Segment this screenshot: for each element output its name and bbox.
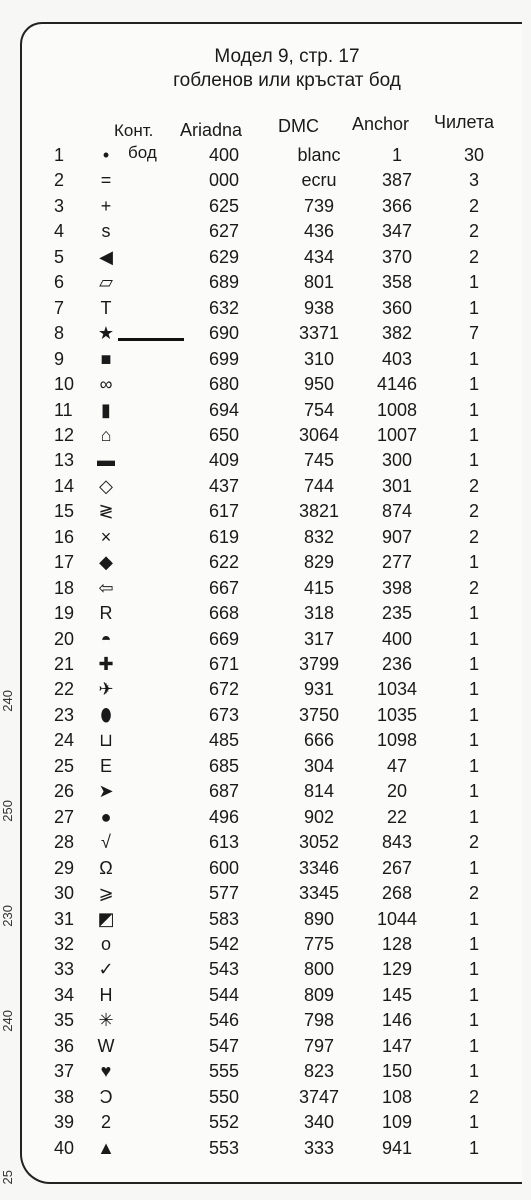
anchor-code: 129 — [381, 959, 413, 980]
dmc-code: 809 — [303, 984, 335, 1005]
chileta-count: 2 — [468, 501, 479, 522]
dmc-code: 317 — [303, 628, 335, 649]
row-number: 29 — [54, 857, 75, 878]
table-row — [22, 142, 522, 168]
row-number: 11 — [54, 399, 73, 420]
table-row — [22, 829, 522, 855]
chileta-count: 1 — [468, 959, 479, 980]
digit-two-icon: 2 — [100, 1112, 111, 1133]
dmc-code: 304 — [303, 755, 335, 776]
row-number: 15 — [54, 501, 75, 522]
horizontal-bar-icon: ▬ — [97, 450, 115, 471]
header-anchor: Anchor — [352, 114, 410, 134]
ariadna-code: 673 — [208, 704, 240, 725]
diamond-filled-icon: ◆ — [99, 552, 113, 573]
table-row — [22, 422, 522, 448]
ariadna-code: 543 — [208, 959, 240, 980]
row-number: 12 — [54, 424, 75, 445]
row-number: 38 — [54, 1086, 75, 1107]
header-chileta: Чилета — [434, 112, 495, 132]
table-row — [22, 320, 522, 346]
ariadna-code: 409 — [208, 450, 240, 471]
letter-s-icon: s — [101, 221, 111, 242]
anchor-code: 387 — [381, 170, 413, 191]
vertical-bar-icon: ▮ — [101, 399, 111, 420]
anchor-code: 108 — [381, 1086, 413, 1107]
ariadna-code: 671 — [208, 654, 240, 674]
dmc-code: 938 — [303, 297, 335, 318]
ariadna-code: 629 — [208, 246, 240, 267]
chileta-count: 2 — [468, 883, 479, 904]
row-number: 33 — [54, 959, 75, 980]
row-number: 17 — [54, 552, 75, 573]
table-row — [22, 982, 522, 1008]
table-row — [22, 1058, 522, 1084]
dmc-code: 800 — [303, 959, 335, 980]
row-number: 22 — [54, 679, 75, 700]
chileta-count: 1 — [468, 628, 479, 649]
dmc-code: 902 — [303, 806, 335, 827]
chileta-count: 2 — [468, 526, 479, 547]
chileta-count: 1 — [468, 755, 479, 776]
header-cont: Конт. бод — [114, 121, 157, 162]
dmc-code: 436 — [303, 221, 335, 242]
chileta-count: 30 — [463, 145, 485, 165]
parallelogram-icon: ▱ — [99, 272, 113, 293]
chileta-count: 1 — [468, 1035, 479, 1056]
row-number: 30 — [54, 883, 75, 904]
dmc-code: ecru — [301, 170, 337, 191]
anchor-code: 47 — [386, 755, 408, 776]
heavy-plus-icon: ✚ — [98, 654, 114, 674]
chileta-count: 1 — [468, 730, 479, 751]
heart-icon: ♥ — [100, 1061, 112, 1082]
dmc-code: 823 — [303, 1061, 335, 1082]
infinity-icon: ∞ — [99, 374, 113, 395]
table-row — [22, 626, 522, 652]
table-row — [22, 473, 522, 499]
chileta-count: 1 — [468, 908, 479, 929]
table-row — [22, 1084, 522, 1110]
color-key-card — [20, 22, 522, 1184]
anchor-code: 1 — [391, 145, 402, 165]
dmc-code: blanc — [297, 145, 341, 165]
table-row — [22, 447, 522, 473]
row-number: 10 — [54, 374, 75, 395]
row-number: 14 — [54, 475, 75, 496]
anchor-code: 1034 — [376, 679, 418, 700]
anchor-code: 347 — [381, 221, 413, 242]
pill-icon: ⬮ — [100, 704, 112, 725]
star-icon: ★ — [97, 323, 115, 344]
table-row — [22, 218, 522, 244]
table-row — [22, 906, 522, 932]
row-number: 32 — [54, 933, 75, 954]
arrow-left-icon: ◀ — [99, 246, 113, 267]
anchor-code: 146 — [381, 1010, 413, 1031]
dmc-code: 801 — [303, 272, 335, 293]
chileta-count: 1 — [468, 399, 479, 420]
ariadna-code: 583 — [208, 908, 240, 929]
row-number: 4 — [54, 221, 65, 242]
row-number: 16 — [54, 526, 75, 547]
margin-mark: 240 — [0, 1010, 15, 1032]
dmc-code: 832 — [303, 526, 335, 547]
row-number: 39 — [54, 1112, 75, 1133]
filled-square-icon: ■ — [100, 348, 112, 369]
table-row — [22, 575, 522, 601]
row-number: 27 — [54, 806, 75, 827]
table-row — [22, 676, 522, 702]
chileta-count: 2 — [468, 475, 479, 496]
table-row — [22, 524, 522, 550]
cup-icon: ⊔ — [98, 730, 114, 751]
chileta-count: 1 — [468, 984, 479, 1005]
ariadna-code: 632 — [208, 297, 240, 318]
row-number: 25 — [54, 755, 75, 776]
letter-r-icon: R — [99, 603, 113, 624]
table-row — [22, 498, 522, 524]
chileta-count: 1 — [468, 679, 479, 700]
row-number: 5 — [54, 246, 65, 267]
chileta-count: 1 — [468, 933, 479, 954]
dmc-code: 340 — [303, 1112, 335, 1133]
chileta-count: 1 — [468, 374, 479, 395]
anchor-code: 400 — [381, 628, 413, 649]
table-row — [22, 651, 522, 677]
anchor-code: 300 — [381, 450, 413, 471]
dmc-code: 3821 — [298, 501, 340, 522]
dmc-code: 829 — [303, 552, 335, 573]
table-row — [22, 956, 522, 982]
dmc-code: 754 — [303, 399, 335, 420]
anchor-code: 109 — [381, 1112, 413, 1133]
row-number: 26 — [54, 781, 75, 802]
house-icon: ⌂ — [100, 424, 112, 445]
filled-circle-icon: ● — [100, 806, 112, 827]
row-number: 31 — [54, 908, 75, 929]
cross-icon: × — [100, 526, 112, 547]
ariadna-code: 689 — [208, 272, 240, 293]
table-row — [22, 167, 522, 193]
row-number: 35 — [54, 1010, 75, 1031]
anchor-code: 1007 — [376, 424, 418, 445]
ariadna-code: 485 — [208, 730, 240, 751]
row-number: 37 — [54, 1061, 75, 1082]
plane-icon: ✈ — [98, 679, 114, 700]
dot-icon: • — [102, 145, 110, 165]
anchor-code: 382 — [381, 323, 413, 344]
ariadna-code: 000 — [208, 170, 240, 191]
dmc-code: 814 — [303, 781, 335, 802]
anchor-code: 235 — [381, 603, 413, 624]
chileta-count: 1 — [468, 424, 479, 445]
ariadna-code: 552 — [208, 1112, 240, 1133]
ariadna-code: 667 — [208, 577, 240, 598]
row-number: 18 — [54, 577, 75, 598]
dmc-code: 3371 — [298, 323, 340, 344]
ariadna-code: 400 — [208, 145, 240, 165]
table-row — [22, 804, 522, 830]
anchor-code: 403 — [381, 348, 413, 369]
dmc-code: 3064 — [298, 424, 340, 445]
chileta-count: 7 — [468, 323, 479, 344]
table-row — [22, 1135, 522, 1161]
table-row — [22, 269, 522, 295]
dmc-code: 333 — [303, 1137, 335, 1158]
row-number: 19 — [54, 603, 75, 624]
dmc-code: 3345 — [298, 883, 340, 904]
anchor-code: 277 — [381, 552, 413, 573]
dmc-code: 415 — [303, 577, 335, 598]
chileta-count: 1 — [468, 348, 479, 369]
chileta-count: 2 — [468, 221, 479, 242]
chileta-count: 1 — [468, 1112, 479, 1133]
anchor-code: 22 — [386, 806, 408, 827]
plus-icon: + — [100, 195, 112, 216]
table-row — [22, 346, 522, 372]
anchor-code: 360 — [381, 297, 413, 318]
anchor-code: 267 — [381, 857, 413, 878]
margin-mark: 250 — [0, 800, 15, 822]
triangle-icon: ▲ — [97, 1137, 115, 1158]
row-number: 6 — [54, 272, 65, 293]
ariadna-code: 553 — [208, 1137, 240, 1158]
chileta-count: 3 — [468, 170, 479, 191]
table-row — [22, 702, 522, 728]
chileta-count: 1 — [468, 781, 479, 802]
margin-mark: 25 — [0, 1170, 15, 1185]
table-row — [22, 931, 522, 957]
arrow-head-icon: ➤ — [98, 781, 114, 802]
diamond-outline-icon: ◇ — [99, 475, 113, 496]
ariadna-code: 699 — [208, 348, 240, 369]
anchor-code: 1008 — [376, 399, 418, 420]
ariadna-code: 669 — [208, 628, 240, 649]
chileta-count: 1 — [468, 272, 479, 293]
ariadna-code: 544 — [208, 984, 240, 1005]
ariadna-code: 690 — [208, 323, 240, 344]
omega-icon: Ω — [99, 857, 113, 878]
dmc-code: 744 — [303, 475, 335, 496]
page-title: Модел 9, стр. 17 — [214, 46, 360, 67]
dmc-code: 434 — [303, 246, 335, 267]
table-row — [22, 549, 522, 575]
row-number: 7 — [54, 297, 65, 318]
row-number: 23 — [54, 704, 75, 725]
anchor-code: 150 — [381, 1061, 413, 1082]
chileta-count: 1 — [468, 1010, 479, 1031]
anchor-code: 301 — [381, 475, 413, 496]
dmc-code: 798 — [303, 1010, 335, 1031]
t-shape-icon: T — [100, 297, 112, 318]
row-number: 1 — [54, 145, 65, 165]
table-row — [22, 295, 522, 321]
root-icon: √ — [101, 832, 111, 853]
chileta-count: 2 — [468, 577, 479, 598]
table-row — [22, 727, 522, 753]
anchor-code: 20 — [386, 781, 408, 802]
table-row — [22, 1033, 522, 1059]
table-row — [22, 778, 522, 804]
ariadna-code: 672 — [208, 679, 240, 700]
dmc-code: 775 — [303, 933, 335, 954]
asterisk-icon: ✳ — [98, 1010, 114, 1031]
table-row — [22, 880, 522, 906]
ariadna-code: 496 — [208, 806, 240, 827]
dmc-code: 3750 — [298, 704, 340, 725]
ariadna-code: 625 — [208, 195, 240, 216]
table-row — [22, 753, 522, 779]
anchor-code: 128 — [381, 933, 413, 954]
anchor-code: 843 — [381, 832, 413, 853]
row-number: 24 — [54, 730, 75, 751]
ariadna-code: 694 — [208, 399, 240, 420]
table-row — [22, 1007, 522, 1033]
anchor-code: 1044 — [376, 908, 418, 929]
anchor-code: 145 — [381, 984, 413, 1005]
dmc-code: 931 — [303, 679, 335, 700]
header-ariadna: Ariadna — [180, 120, 243, 140]
page-subtitle: гобленов или кръстат бод — [173, 70, 401, 91]
anchor-code: 941 — [381, 1137, 413, 1158]
dmc-code: 3346 — [298, 857, 340, 878]
anchor-code: 366 — [381, 195, 413, 216]
anchor-code: 398 — [381, 577, 413, 598]
table-row — [22, 600, 522, 626]
chileta-count: 1 — [468, 1137, 479, 1158]
dmc-code: 3747 — [298, 1086, 340, 1107]
row-number: 2 — [54, 170, 65, 191]
arrow-outline-icon: ⇦ — [98, 577, 114, 598]
ariadna-code: 650 — [208, 424, 240, 445]
chileta-count: 2 — [468, 1086, 479, 1107]
ariadna-code: 619 — [208, 526, 240, 547]
chileta-count: 1 — [468, 552, 479, 573]
ariadna-code: 622 — [208, 552, 240, 573]
tooth-icon: W — [97, 1035, 115, 1056]
anchor-code: 236 — [381, 654, 413, 674]
row-number: 20 — [54, 628, 75, 649]
anchor-code: 1098 — [376, 730, 418, 751]
triangle-arrow-icon: ⩾ — [98, 883, 114, 904]
ariadna-code: 687 — [208, 781, 240, 802]
table-row — [22, 371, 522, 397]
row-number: 40 — [54, 1137, 75, 1158]
ariadna-code: 600 — [208, 857, 240, 878]
table-row — [22, 193, 522, 219]
small-circle-icon: o — [100, 933, 111, 954]
ariadna-code: 546 — [208, 1010, 240, 1031]
anchor-code: 147 — [381, 1035, 413, 1056]
row-number: 36 — [54, 1035, 75, 1056]
table-row — [22, 244, 522, 270]
anchor-code: 370 — [381, 246, 413, 267]
row-number: 8 — [54, 323, 65, 344]
margin-mark: 240 — [0, 690, 15, 712]
ariadna-code: 577 — [208, 883, 240, 904]
dmc-code: 950 — [303, 374, 335, 395]
ariadna-code: 617 — [208, 501, 240, 522]
dmc-code: 890 — [303, 908, 335, 929]
chileta-count: 1 — [468, 704, 479, 725]
chileta-count: 1 — [468, 603, 479, 624]
row-number: 34 — [54, 984, 75, 1005]
row-number: 21 — [54, 654, 75, 674]
chileta-count: 2 — [468, 246, 479, 267]
check-icon: ✓ — [98, 959, 114, 980]
ariadna-code: 627 — [208, 221, 240, 242]
chileta-count: 2 — [468, 832, 479, 853]
ariadna-code: 680 — [208, 374, 240, 395]
dmc-code: 318 — [303, 603, 335, 624]
ariadna-code: 437 — [208, 475, 240, 496]
margin-mark: 230 — [0, 905, 15, 927]
row-number: 9 — [54, 348, 65, 369]
table-row — [22, 855, 522, 881]
dmc-code: 666 — [303, 730, 335, 751]
row-number: 13 — [54, 450, 75, 471]
chileta-count: 1 — [468, 297, 479, 318]
ariadna-code: 555 — [208, 1061, 240, 1082]
anchor-code: 268 — [381, 883, 413, 904]
chileta-count: 1 — [468, 857, 479, 878]
ariadna-code: 668 — [208, 603, 240, 624]
chileta-count: 1 — [468, 654, 479, 674]
equals-icon: = — [100, 170, 112, 191]
ariadna-code: 547 — [208, 1035, 240, 1056]
dmc-code: 3052 — [298, 832, 340, 853]
ariadna-code: 613 — [208, 832, 240, 853]
ariadna-code: 685 — [208, 755, 240, 776]
dmc-code: 310 — [303, 348, 335, 369]
chileta-count: 1 — [468, 450, 479, 471]
open-c-icon: Ɔ — [99, 1086, 113, 1107]
letter-e-icon: E — [99, 755, 112, 776]
chileta-count: 1 — [468, 1061, 479, 1082]
double-chevron-icon: ≷ — [98, 501, 114, 522]
ariadna-code: 550 — [208, 1086, 240, 1107]
chileta-count: 1 — [468, 806, 479, 827]
half-square-icon: ◩ — [97, 908, 115, 929]
table-row — [22, 397, 522, 423]
anchor-code: 1035 — [376, 704, 418, 725]
anchor-code: 874 — [381, 501, 413, 522]
dmc-code: 739 — [303, 195, 335, 216]
ariadna-code: 542 — [208, 933, 240, 954]
anchor-code: 358 — [381, 272, 413, 293]
dmc-code: 745 — [303, 450, 335, 471]
dmc-code: 797 — [303, 1035, 335, 1056]
anchor-code: 907 — [381, 526, 413, 547]
header-dmc: DMC — [278, 116, 319, 136]
row-number: 3 — [54, 195, 65, 216]
half-circle-icon: ◓ — [100, 628, 112, 649]
row-number: 28 — [54, 832, 75, 853]
table-row — [22, 1109, 522, 1135]
chileta-count: 2 — [468, 195, 479, 216]
dmc-code: 3799 — [298, 654, 340, 674]
anchor-code: 4146 — [376, 374, 418, 395]
letter-h-icon: H — [99, 984, 113, 1005]
